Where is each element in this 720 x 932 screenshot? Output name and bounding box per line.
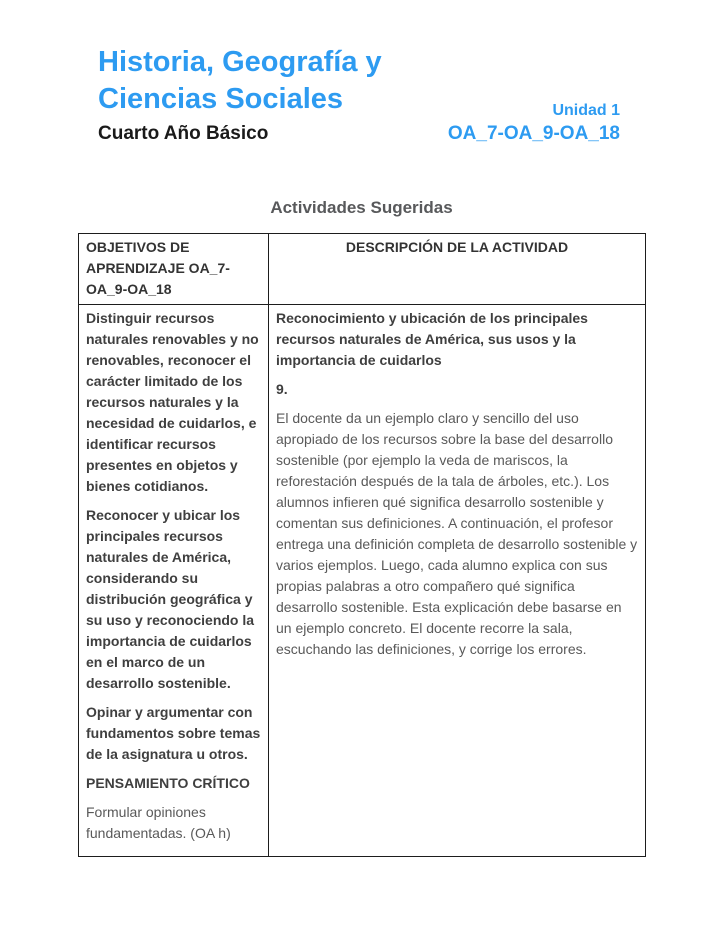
- activities-table: [78, 233, 646, 857]
- objectives-cell: [79, 305, 269, 857]
- oa-codes-label: OA_7-OA_9-OA_18: [447, 123, 620, 144]
- activity-description: El docente da un ejemplo claro y sencillo del uso apropiado de los recursos sobre la base del desarrollo sostenible (por ejemplo la veda de mariscos, la reforestación después de la tala de árboles, etc.). Los alumnos infieren qué significa desarrollo sostenible y comentan sus definiciones. A continuación, el profesor entrega una definición completa de desarrollo sostenible y varios ejemplos. Luego, cada alumno explica con sus propias palabras a otro compañero qué significa desarrollo sostenible. Esta explicación debe basarse en un ejemplo concreto. El docente recorre la sala, escuchando las definiciones, y corrige los errores.: [276, 410, 638, 657]
- section-title: Actividades Sugeridas: [270, 198, 453, 217]
- activity-number: 9.: [276, 381, 288, 397]
- header-left-block: [98, 44, 448, 146]
- description-column-header: DESCRIPCIÓN DE LA ACTIVIDAD: [269, 234, 646, 305]
- objectives-column-header: OBJETIVOS DE APRENDIZAJE OA_7-OA_9-OA_18: [79, 234, 269, 305]
- grade-subtitle: Cuarto Año Básico: [98, 123, 269, 144]
- activity-title: Reconocimiento y ubicación de los principales recursos naturales de América, sus usos y la importancia de cuidarlos: [276, 310, 588, 368]
- skill-text: Formular opiniones fundamentadas. (OA h): [86, 804, 231, 841]
- document-header: [98, 44, 620, 146]
- objective-paragraph: Opinar y argumentar con fundamentos sobre temas de la asignatura u otros.: [86, 704, 261, 762]
- unit-label: Unidad 1: [552, 102, 620, 119]
- activity-cell: [269, 305, 646, 857]
- page-title: Historia, Geografía y Ciencias Sociales: [98, 46, 382, 115]
- objective-paragraph: Reconocer y ubicar los principales recursos naturales de América, considerando su distribución geográfica y su uso y reconociendo la importancia de cuidarlos en el marco de un desarrollo sostenible.: [86, 507, 255, 691]
- skill-title: PENSAMIENTO CRÍTICO: [86, 775, 250, 791]
- header-right-block: [448, 100, 620, 146]
- objective-paragraph: Distinguir recursos naturales renovables y no renovables, reconocer el carácter limitado de los recursos naturales y la necesidad de cuidarlos, e identificar recursos presentes en objetos y bienes cotidianos.: [86, 310, 259, 494]
- table-body-row: [79, 305, 646, 857]
- table-header-row: [79, 234, 646, 305]
